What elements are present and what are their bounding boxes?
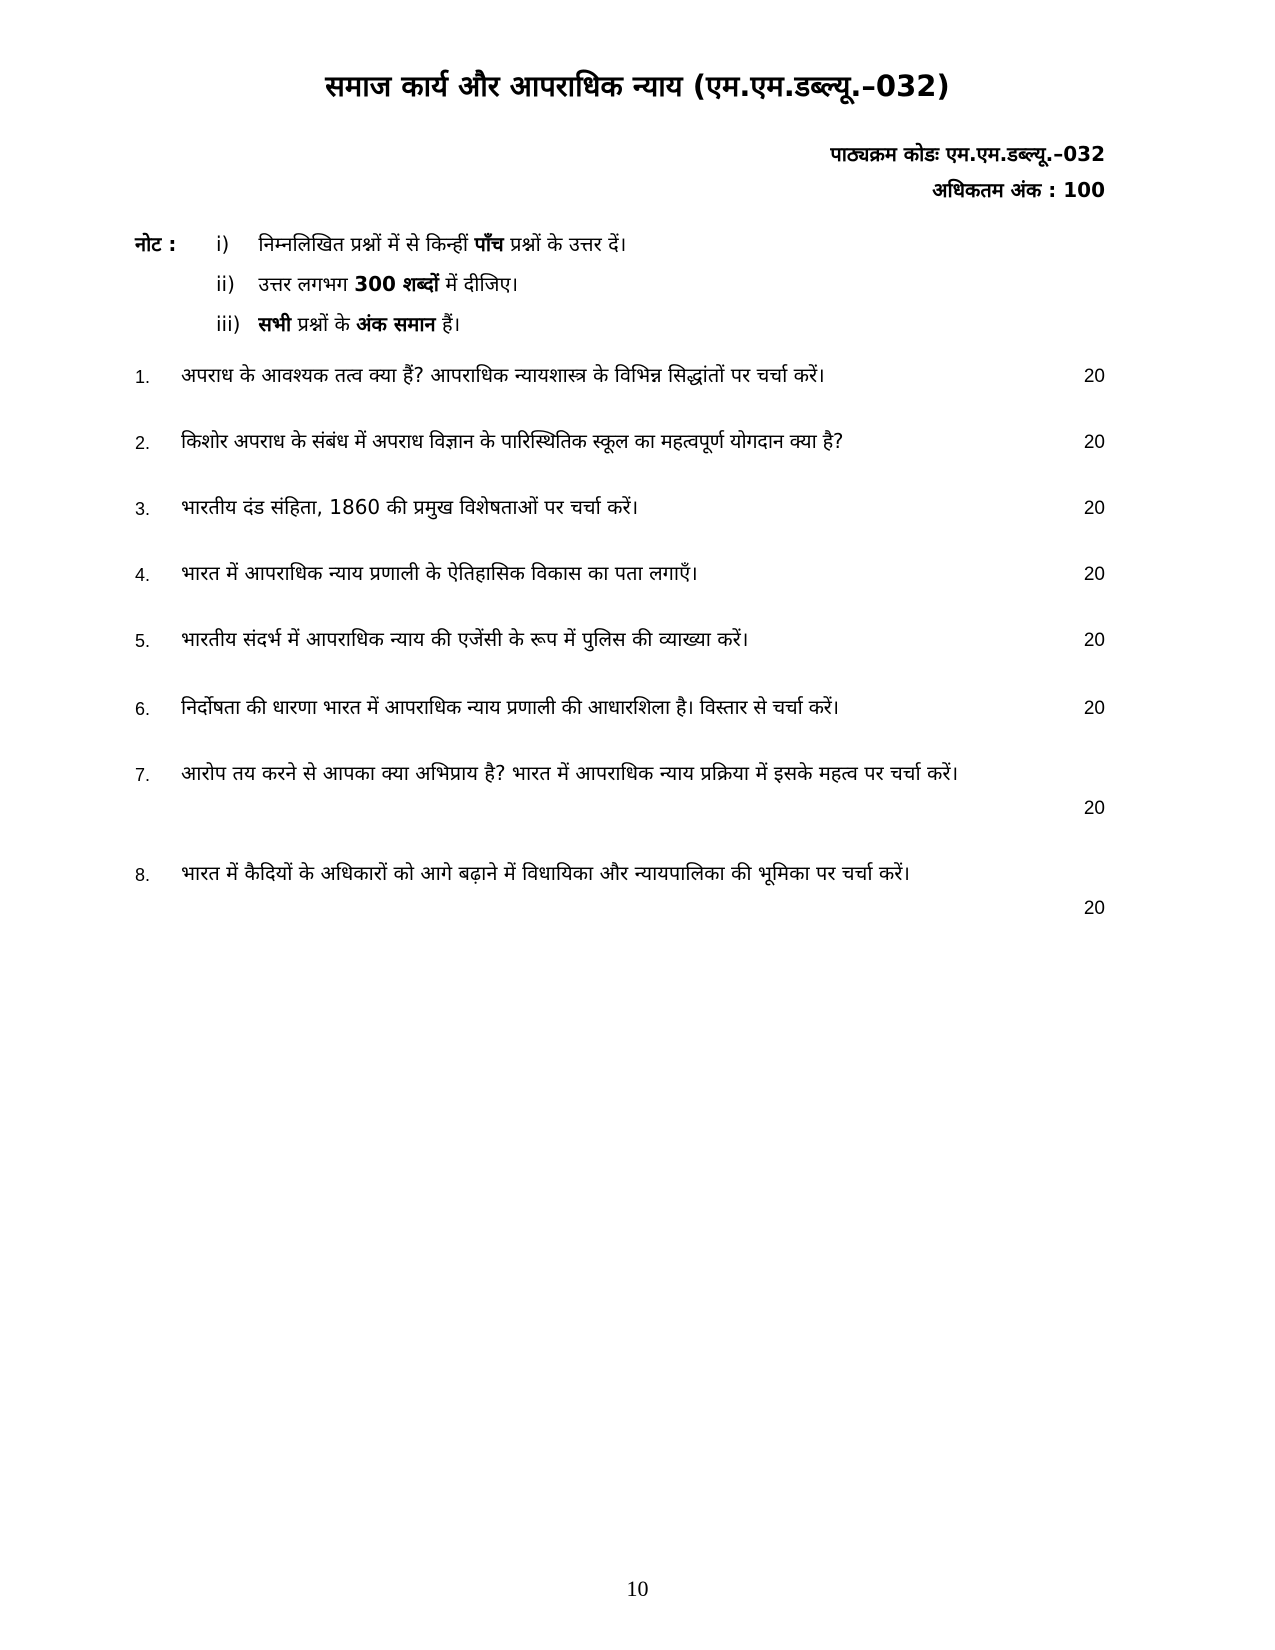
question-number: 8. xyxy=(135,865,151,885)
question-number: 4. xyxy=(135,565,151,585)
course-code-label: पाठ्यक्रम कोडः xyxy=(830,142,940,166)
question-text: किशोर अपराध के संबंध में अपराध विज्ञान के पारिस्थितिक स्कूल का महत्वपूर्ण योगदान क्या है? xyxy=(181,429,844,453)
page-title: समाज कार्य और आपराधिक न्याय (एम.एम.डब्ल्यू.–032) xyxy=(325,69,950,103)
question-text: निर्दोषता की धारणा भारत में आपराधिक न्याय प्रणाली की आधारशिला है। विस्तार से चर्चा करें। xyxy=(181,695,839,719)
question-marks: 20 xyxy=(1083,498,1105,519)
note-item-emphasis: सभी xyxy=(258,312,292,336)
note-item-emphasis: पाँच xyxy=(474,232,504,256)
question-number: 2. xyxy=(135,433,151,453)
note-item-emphasis: अंक समान xyxy=(356,312,436,336)
question-marks: 20 xyxy=(1083,698,1105,719)
course-code-value: एम.एम.डब्ल्यू.–032 xyxy=(946,142,1105,166)
question-number: 7. xyxy=(135,765,151,785)
max-marks-value: 100 xyxy=(1063,178,1105,202)
question-number: 3. xyxy=(135,499,151,519)
question-marks: 20 xyxy=(1083,366,1105,387)
note-item-3 xyxy=(216,310,460,337)
note-item-text: निम्नलिखित प्रश्नों में से किन्हीं xyxy=(258,232,469,256)
question-text: भारतीय संदर्भ में आपराधिक न्याय की एजेंसी के रूप में पुलिस की व्याख्या करें। xyxy=(181,627,749,651)
question-number: 1. xyxy=(135,367,151,387)
question-marks: 20 xyxy=(1083,630,1105,651)
note-item-1 xyxy=(216,230,626,257)
note-item-number: i) xyxy=(216,232,230,256)
question-marks: 20 xyxy=(1083,432,1105,453)
question-text: अपराध के आवश्यक तत्व क्या हैं? आपराधिक न्यायशास्त्र के विभिन्न सिद्धांतों पर चर्चा करें। xyxy=(181,363,825,387)
note-item-text: में दीजिए। xyxy=(445,272,519,296)
note-item-text: प्रश्नों के उत्तर दें। xyxy=(510,232,627,256)
note-item-number: ii) xyxy=(216,272,235,296)
question-number: 6. xyxy=(135,699,151,719)
note-label: नोट : xyxy=(135,232,177,256)
note-item-number: iii) xyxy=(216,312,241,336)
note-item-emphasis: 300 शब्दों xyxy=(354,272,439,296)
question-text: भारत में कैदियों के अधिकारों को आगे बढ़ाने में विधायिका और न्यायपालिका की भूमिका पर चर्चा करें। xyxy=(181,861,910,885)
question-text: आरोप तय करने से आपका क्या अभिप्राय है? भारत में आपराधिक न्याय प्रक्रिया में इसके महत्व पर चर्चा करें। xyxy=(181,761,959,785)
note-item-2 xyxy=(216,270,518,297)
page-number: 10 xyxy=(626,1576,649,1601)
question-marks: 20 xyxy=(1083,798,1105,819)
max-marks xyxy=(932,176,1105,203)
question-marks: 20 xyxy=(1083,564,1105,585)
max-marks-label: अधिकतम अंक : xyxy=(932,178,1057,202)
question-text: भारतीय दंड संहिता, 1860 की प्रमुख विशेषताओं पर चर्चा करें। xyxy=(181,495,639,519)
note-item-text: उत्तर लगभग xyxy=(258,272,348,296)
note-item-text: प्रश्नों के xyxy=(297,312,350,336)
question-text: भारत में आपराधिक न्याय प्रणाली के ऐतिहासिक विकास का पता लगाएँ। xyxy=(181,561,698,585)
question-number: 5. xyxy=(135,631,151,651)
course-code xyxy=(830,140,1105,167)
note-item-text: हैं। xyxy=(442,312,461,336)
question-marks: 20 xyxy=(1083,898,1105,919)
